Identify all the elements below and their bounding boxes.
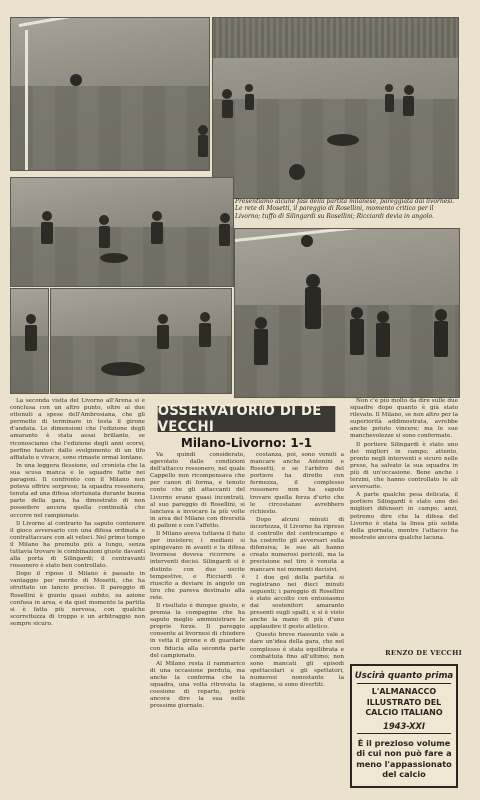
box-figures — [11, 178, 233, 286]
ad-divider — [357, 733, 451, 734]
paragraph: I due gol della partita si registrano nei dieci minuti seguenti; i pareggio di Rosellini è stato accolto con entusiasmo dai sostenitori amaranto presenti sugli spalti, e si è visto anche la mano di più d'uno applaudire il gesto atletico. — [250, 574, 344, 631]
paragraph: Il portiere Silingardi è stato uno dei migliori in campo; attento, pronto negli interventi e sicuro nelle prese, ha salvato la sua squadra in più di un'occasione. Bene anche i terzini, che hanno controllato le ali avversarie. — [350, 441, 458, 491]
photo-goalkeeper-dive — [10, 288, 49, 394]
goal-action-figures — [11, 18, 209, 170]
paragraph: Dopo il riposo il Milano è passato in vantaggio per merito di Mosetti, che ha sfruttato un lancio preciso. Il pareggio di Rosellini è giunto quasi subito, su azione confusa in area, e da quel momento la partita si è fatta più nervosa, con qualche scorrettezza di troppo e un arbitraggio non sempre sicuro. — [10, 571, 145, 627]
paragraph: Va quindi considerato, agevolato dalle condizioni dell'attacco rossonero, nel quale Cappello non ricompensava che per canon di forma, e tenuto conto che gli attaccanti del Livorno erano quasi incontrati, al suo pareggio di Rosellini, si lanciava a invocare la più volte in area del Milano con diversità di palloni e con l'affetto. — [150, 452, 245, 529]
article-column-center-right — [250, 452, 344, 792]
almanac-advertisement — [350, 664, 458, 788]
column-headline: OSSERVATORIO DI DE VECCHI — [158, 406, 336, 432]
dive-figure — [11, 289, 48, 393]
photo-players-in-box — [10, 177, 234, 287]
author-signature: RENZO DE VECCHI — [385, 649, 462, 657]
paragraph: Non c'è più molto da dire sulle due squadre dopo quanto è già stato rilevato. Il Milano, se non altro per la superiorità addimostrata, avrebbe anche potuto vincere; ma le sue manchevolezze si sono confermate. — [350, 398, 458, 440]
midfield-figures — [213, 18, 458, 198]
photo-keeper-leaping-save — [234, 228, 460, 398]
paragraph: In una leggera flessione, sul cronista che la sua scusa manca e le squadre fatte nei paragoni. Il confronto con il Milano non poteva offrire sorprese; la squadra rossonera, tenuta ad una difesa sfortunata durante buona parte della gara, ha dimostrato di non possedere ancora quella continuità che occorre nel campionato. — [10, 462, 145, 519]
paragraph: Questo breve riassunto vale a dare un'idea della gara, che nel complesso è stata equilibrata e combattuta fino all'ultimo; non sono mancati gli episodi spettacolari e gli spettatori, numerosi nonostante la stagione, si sono divertiti. — [250, 632, 344, 688]
paragraph: A parte qualche pesa delicata, il portiere Silingardi è stato uno dei migliori difensori in campo; anzi, potremo dire che la difesa del Livorno è stata la linea più solida della giornata, mentre l'attacco ha mostrato ancora qualche lacuna. — [350, 492, 458, 541]
paragraph: Il Livorno al contrario ha saputo contenere il gioco avversario con una difesa ordinata e contrattaccare con ali veloci. Nel primo tempo il Milano ha premuto più a lungo, senza tuttavia trovare le combinazioni giuste davanti alla porta di Silingardi; il centravanti rossonero è stato ben controllato. — [10, 520, 145, 570]
save-figures — [235, 229, 459, 397]
match-result: Milano-Livorno: 1-1 — [180, 436, 313, 450]
paragraph: Dopo alcuni minuti di incertezza, il Livorno ha ripreso il controllo del centrocampo e ha costretto gli avversari sulla difensiva; le sue ali hanno creato numerosi pericoli, ma la precisione nel tiro è venuta a mancare nei momenti decisivi. — [250, 516, 344, 573]
collision-figures — [51, 289, 231, 393]
ad-divider — [357, 683, 451, 684]
article-column-right — [350, 398, 458, 648]
paragraph: costanza, poi, sono venuti a mancare anche Antonini e Rossetti, e se l'arbitro del portiere ha diretto con fermezza, il complesso rossonero non ha saputo trovare quella forza d'urto che le circostanze avrebbero richiesto. — [250, 452, 344, 515]
photo-midfield-dribble — [212, 17, 459, 199]
article-column-left — [10, 398, 145, 793]
paragraph: Il Milano aveva tuttavia il fiato per insistere; i mediani si spingevano in avanti e la difesa livornese doveva ricorrere a interventi decisi. Silingardi si è distinto con due uscite tempestive, e Ricciardi è riuscito a deviare in angolo un tiro che pareva destinato alla rete. — [150, 531, 245, 601]
paragraph: La seconda visita del Livorno all'Arena si è conclusa con un altro punto, oltre ai due ottenuti a spese dell'Ambrosiana, che gli permette di terminare in testa il girone d'andata. Le dimensioni che l'edizione degli amaranto è stata assai brillante, se riconosciamo che l'edizione degli anni scorsi, perfino fautori dallo svolgimento di un tifo affiatato e vivace, sono rimaste ormai lontane. — [10, 398, 145, 461]
ad-year: 1943-XXI — [383, 720, 425, 731]
ad-announcement: Uscirà quanto prima — [354, 671, 454, 681]
photo-caption: Presentiamo alcune fasi della partita milanese, pareggiata dai livornesi. Le rete di Mosetti, il pareggio di Rosellini, momento critico per il Livorno; tuffo di Silingardi su Rosellini; Ricciardi devia in angolo. — [235, 198, 455, 220]
photo-goalkeeper-shot-on-goal — [10, 17, 210, 171]
paragraph: Al Milano resta il rammarico di una occasione perduta, ma anche la conferma che la squadra, una volta ritrovata la coesione di reparto, potrà ancora dire la sua nelle prossime giornate. — [150, 660, 245, 710]
photo-collision-near-goal — [50, 288, 232, 394]
paragraph: Il risultato è dunque giusto, e premia la compagine che ha saputo meglio amministrare le proprie forze. Il pareggio consente ai livornesi di chiudere in vetta il girone e di guardare con fiducia alla seconda parte del campionato. — [150, 602, 245, 659]
article-column-mid — [150, 452, 245, 792]
ad-title: L'ALMANACCO ILLUSTRATO DEL CALCIO ITALIANO — [365, 687, 443, 717]
ad-claim: È il prezioso volume di cui non può fare a meno l'appassionato del calcio — [356, 737, 452, 779]
